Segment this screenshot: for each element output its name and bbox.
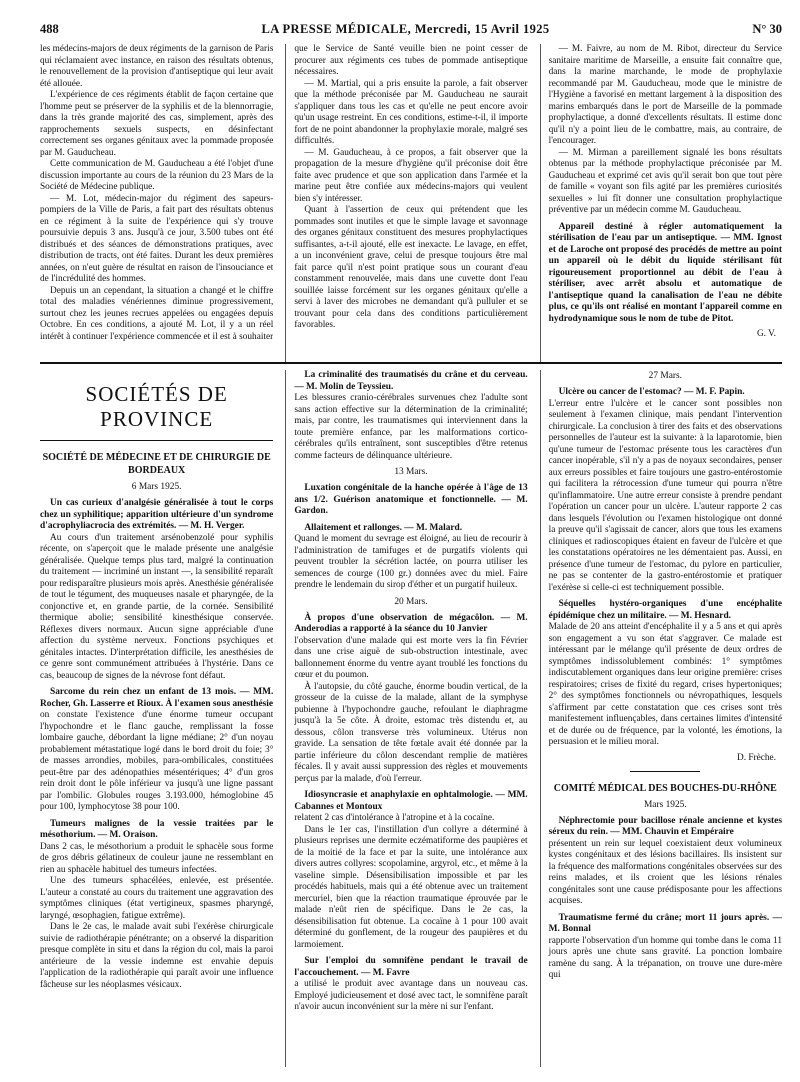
signature: D. Frèche. [737,752,776,763]
article-heading: Traumatisme fermé du crâne; mort 11 jours après. — M. Bonnal [548,912,782,934]
paragraph: a utilisé le produit avec avantage dans un nouveau cas. Employé judicieusement et dosé avec tact, le somnifène paraît n'avoir aucun inconvénient sur la mère ni sur l'enfant. [294,979,528,1012]
bottom-column-2 [285,370,527,1067]
paragraph: Dans le 1er cas, l'instillation d'un collyre a déterminé à plusieurs reprises une dermite eczématiforme des paupières et de la moitié de la face et par la suite, une intolérance aux divers autres collyres: scopolamine, argyrol, etc., et même à la vaseline simple. Désensibilisation impossible et par les procédés habituels, mais qui a été obtenue avec un traitement mercuriel, bien que la réaction traumatique éprouvée par le malade n'eût rien de spécifique. Dans le 2e cas, la désensibilisation fut obtenue. La cocaïne à 1 pour 100 avait déterminé du gonflement, de la rougeur des paupières et du larmoiement. [294,824,528,950]
article-heading: Idiosyncrasie et anaphylaxie en ophtalmologie. — MM. Cabannes et Montoux [294,790,528,812]
paragraph: présentent un rein sur lequel coexistaient deux volumineux kystes congénitaux et des lésions bacillaires. Ils insistent sur la fréquence des malformations congénitales observées sur des reins malades, et ils croient que les lésions rénales congénitales sont une cause prédisposante pour les affections acquises. [548,838,782,906]
article-heading: Sur l'emploi du somnifène pendant le travail de l'accouchement. — M. Favre [294,956,528,978]
separator-rule [630,771,700,772]
article-heading: Sarcome du rein chez un enfant de 13 mois. — MM. Rocher, Gh. Lasserre et Rioux. À l'examen sous anesthésie [40,687,274,709]
paragraph: relatent 2 cas d'intolérance à l'atropine et à la cocaïne. [294,813,495,823]
article-heading: Luxation congénitale de la hanche opérée à l'âge de 13 ans 1/2. Guérison anatomique et fonctionnelle. — M. Gardon. [294,483,528,516]
session-date: 27 Mars. [648,371,682,381]
paragraph: — M. Martial, qui a pris ensuite la parole, a fait observer que la méthode préconisée par M. Gauducheau ne saurait s'appliquer dans tous les cas et qu'elle ne peut encore avoir qu'un usage restreint. En ces conditions, estime-t-il, il importe fort de ne point abandonner la prophylaxie morale, malgré ses difficultés. [294,78,528,146]
paragraph: l'observation d'une malade qui est morte vers la fin Février dans une crise aiguë de sub-obstruction intestinale, avec ballonnement énorme du ventre ayant troublé les fonctions du cœur et du poumon. [294,635,528,680]
paragraph: on constate l'existence d'une énorme tumeur occupant l'hypochondre et le flanc gauche, remplissant la fosse lombaire gauche, débordant la ligne médiane; 2° d'un noyau probablement métastatique logé dans le bord droit du foie; 3° de masses arrondies, mobiles, para-ombilicales, constituées peut-être par des adénopathies mésentériques; 4° d'un gros rein droit dont le pôle inférieur va jusqu'à une ligne passant par l'ombilic. Globules rouges 3.193.000, hémoglobine 45 pour 100, lymphocytose 38 pour 100. [40,710,274,812]
top-section [40,44,782,364]
paragraph: les médecins-majors de deux régiments de la garnison de Paris qui réclamaient avec instance, en raison des résultats obtenus, le renouvellement de la provision d'antiseptique qui leur avait été allouée. [40,44,274,89]
newspaper-page [40,22,782,1067]
top-column-3 [540,44,782,362]
article-heading: Néphrectomie pour bacillose rénale ancienne et kystes séreux du rein. — MM. Chauvin et Empéraire [548,815,782,837]
paragraph: L'erreur entre l'ulcère et le cancer sont possibles non seulement à l'examen clinique, mais pendant l'intervention chirurgicale. La conclusion à tirer des faits et des observations personnelles de l'auteur est la suivante: à la laparotomie, bien qu'une tumeur de l'estomac présente tous les caractères d'un cancer inopérable, s'il n'y a pas de noyaux secondaires, penser aux erreurs possibles et faire toujours une gastro-entérostomie qui facilitera la rétrocession d'une tumeur qui pourra n'être qu'inflammatoire. Une autre erreur consiste à prendre pendant l'opération un cancer pour un ulcère. L'auteur rapporte 2 cas dans lesquels l'évolution ou l'examen histologique ont donné la preuve qu'il s'agissait de cancer, alors que tous les examens cliniques et radioscopiques étaient en faveur de l'ulcère et que les constatations opératoires ne les démentaient pas. Aussi, en présence d'une tumeur de l'estomac, du pylore en particulier, ne pas se contenter de la gastro-entérostomie et pratiquer l'exérèse si celle-ci est techniquement possible. [548,398,782,593]
article-heading: À propos d'une observation de mégacôlon. — M. Anderodias a rapporté à la séance du 10 Janvier [294,612,528,634]
section-title: SOCIÉTÉS DE PROVINCE [40,382,273,441]
bottom-section [40,370,782,1067]
article-heading: Séquelles hystéro-organiques d'une encéphalite épidémique chez un militaire. — M. Hesnard. [548,599,782,621]
article-heading: Appareil destiné à régler automatiquement la stérilisation de l'eau par un antiseptique. — MM. Ignost et de Laroche ont proposé des procédés de mettre au point un appareil où le débit du liquide stérilisant fût rigoureusement proportionnel au débit de l'eau à stériliser, avec arrêt absolu et automatique de l'antiseptique quand la canalisation de l'eau ne débite plus, ce qu'ils ont réalisé en montant l'appareil comme en hydrodynamique sous le nom de tube de Pitot. [548,221,782,324]
paragraph: Les blessures cranio-cérébrales survenues chez l'adulte sont sans action effective sur la détermination de la criminalité; mais, par contre, les traumatismes qui interviennent dans la toute première enfance, par les malformations cortico-cérébrales qu'ils entraînent, sont susceptibles d'être retenus comme facteurs de délinquance ultérieure. [294,393,528,461]
paragraph: Au cours d'un traitement arsénobenzolé pour syphilis récente, on s'aperçoit que le malade présente une analgésie généralisée. Quelque temps plus tard, malgré la continuation du traitement — incriminé un instant —, la sensibilité reparaît pour redisparaître plusieurs mois après. Anesthésie généralisée de tout le tégument, des muqueuses nasale et pharyngée, de la conjonctive et, en grande partie, de la cornée. Sensibilité thermique abolie; sensibilité kinesthésique conservée. Réflexes divers normaux. Aucun signe appréciable d'une affection du système nerveux. Fonctions psychiques et génitales intactes. D'interprétation difficile, les anesthésies de ce genre sont communément attribuées à l'hystérie. Dans ce cas, beaucoup de signes de la névrose font défaut. [40,532,274,681]
session-date: 20 Mars. [394,596,428,607]
article-heading: Ulcère ou cancer de l'estomac? — M. F. Papin. [558,387,745,397]
paragraph: — M. Lot, médecin-major du régiment des sapeurs-pompiers de la Ville de Paris, a fait part des résultats obtenus en ce régiment à la suite de l'expérience qui s'y trouve poursuivie depuis 3 ans. Jusqu'à ce jour, 3.500 tubes ont été distribués et des séances de démonstrations pratiques, avec distribution de tracts, ont été faites. Durant les deux premières années, on n'eut guère de résultat en raison de l'insouciance et de l'incrédulité des hommes. [40,193,274,284]
paragraph: Quant à l'assertion de ceux qui prétendent que les pommades sont inutiles et que le simple lavage et savonnage des organes génitaux constituent des mesures prophylactiques suffisantes, a-t-il ajouté, elle est inexacte. Le lavage, en effet, a un inconvénient grave, celui de presque toujours être mal fait parce qu'il n'est point pratique sous un courant d'eau constamment renouvelée, mais dans une cuvette dont l'eau souillée laisse forcément sur les organes génitaux qu'elle a servi à laver des microbes ne demandant qu'à pulluler et se trouvant pour cela dans des conditions particulièrement favorables. [294,205,528,330]
paragraph: Depuis un an cependant, la situation a changé et le chiffre total des maladies vénériennes diminue progressivement, surtout chez les jeunes recrues appelées ou engagées depuis Octobre. En ces conditions, a ajouté M. Lot, il y a un réel intérêt à continuer l'expérience commencée et il est à souhaiter [40,285,274,342]
society-heading: SOCIÉTÉ DE MÉDECINE ET DE CHIRURGIE DE BORDEAUX [42,452,271,476]
session-date: 13 Mars. [394,467,428,477]
article-heading: Un cas curieux d'analgésie généralisée à tout le corps chez un syphilitique; apparition ultérieure d'un syndrome d'acrophyliacrocia des extrémités. — M. H. Verger. [40,498,274,531]
paragraph: Une des tumeurs sphacélées, enlevée, est présentée. L'auteur a constaté au cours du traitement une aggravation des symptômes cliniques (état vertigineux, spasmes pharyngé, laryngé, œsophagien, fatigue extrême). [40,876,274,921]
issue-number: N° 30 [752,22,782,36]
top-column-2 [285,44,527,362]
society-heading: COMITÉ MÉDICAL DES BOUCHES-DU-RHÔNE [553,782,777,794]
bottom-column-3 [540,370,782,1067]
paragraph: que le Service de Santé veuille bien ne point cesser de procurer aux régiments ces tubes de pommade antiseptique nécessaires. [294,44,528,77]
page-number: 488 [40,22,59,36]
paragraph: Quand le moment du sevrage est éloigné, au lieu de recourir à l'administration de tamifuges et de purgatifs violents qui peuvent troubler la sécrétion lactée, on pourra utiliser les semences de courge (100 gr.) données avec du miel. Faire prendre le lendemain du sirop d'éther et un purgatif huileux. [294,534,528,590]
paragraph: rapporte l'observation d'un homme qui tombe dans le coma 11 jours après une chute sans gravité. La ponction lombaire ramène du sang. À la trépanation, on trouve une dure-mère qui [548,935,782,980]
article-heading: Allaitement et rallonges. — M. Malard. [304,522,463,533]
paragraph: Dans 2 cas, le mésothorium a produit le sphacèle sous forme de gros débris gélatineux de couleur jaune ne ressemblant en rien au sphacèle habituel des tumeurs infectées. [40,841,274,875]
paragraph: À l'autopsie, du côté gauche, énorme boudin vertical, de la grosseur de la cuisse de la malade, allant de la symphyse pubienne à l'hypochondre gauche, refoulant le diaphragme jusqu'à la 5e côte. À droite, estomac très distendu et, au dessous, côlon transverse très volumineux. Utérus non gravide. La sensation de tête fœtale avait été donnée par la partie inférieure du côlon descendant remplie de matières fécales. Il y avait aussi suppression des règles et mouvements perçus par la malade, d'où l'erreur. [294,681,528,784]
paragraph: — M. Faivre, au nom de M. Ribot, directeur du Service sanitaire maritime de Marseille, a ensuite fait connaître que, dans la marine marchande, le mode de prophylaxie recommandé par M. Gauducheau, mode que le ministre de l'Hygiène a favorisé en mettant largement à la disposition des marins embarqués dans le port de Marseille de la pommade prophylactique, a donné d'excellents résultats. Il estime donc qu'il n'y a point lieu de le combattre, mais, au contraire, de l'encourager. [548,44,782,146]
article-heading: Tumeurs malignes de la vessie traitées par le mésothorium. — M. Oraison. [40,818,274,840]
paragraph: — M. Mirman a pareillement signalé les bons résultats obtenus par la méthode prophylactique préconisée par M. Gauducheau et exprimé cet avis qu'il serait bon que tout père de famille « voyant son fils agité par les premières curiosités sexuelles » lui fît donner une consultation prophylactique préventive par un médecin comme M. Gauducheau. [548,147,782,215]
paragraph: Cette communication de M. Gauducheau a été l'objet d'une discussion importante au cours de la réunion du 23 Mars de la Société de Médecine publique. [40,159,274,192]
paragraph: — M. Gauducheau, à ce propos, a fait observer que la propagation de la mesure d'hygiène qu'il préconise doit être faite avec prudence et que son application dans l'armée et la marine peut être confiée aux médecins-majors qui veulent bien s'y intéresser. [294,147,528,204]
article-heading: La criminalité des traumatisés du crâne et du cerveau. — M. Molin de Teyssieu. [294,370,528,392]
page-header [40,22,782,38]
paragraph: L'expérience de ces régiments établit de façon certaine que l'homme peut se préserver de la syphilis et de la blennorragie, dans la très grande majorité des cas, simplement, après des rapprochements sexuels suspects, en désinfectant correctement ses organes génitaux avec la pommade proposée par M. Gauducheau. [40,90,274,158]
top-column-1 [40,44,273,362]
paragraph: Malade de 20 ans atteint d'encéphalite il y a 5 ans et qui après son engagement a vu son état s'aggraver. Ce malade est intéressant par le mélange qu'il présente de deux ordres de symptômes indissolublement combinés: 1° symptômes indiscutablement organiques dans leur origine première: crises respiratoires; crises de fixité du regard, crises hypertoniques; 2° des symptômes fonctionnels ou névropathiques, lesquels s'affirment par cette constatation que ces crises sont très manifestement influençables, dans certaines limites d'intensité et de durée ou de fréquence, par la volonté, les émotions, la persuasion et le milieu moral. [548,622,782,747]
paragraph: Dans le 2e cas, le malade avait subi l'exérèse chirurgicale suivie de radiothérapie pénétrante; on a observé la disparition presque complète in situ et dans la région du col, mais la paroi antérieure de la vessie indemne est envahie depuis l'application de la radiothérapie qui paraît avoir une influence fâcheuse sur les néoplasmes vésicaux. [40,922,274,990]
journal-title: LA PRESSE MÉDICALE, Mercredi, 15 Avril 1925 [261,22,550,36]
bottom-column-1 [40,370,273,1067]
session-date: 6 Mars 1925. [131,482,182,492]
signature: G. V. [756,329,776,339]
session-date: Mars 1925. [643,799,687,810]
